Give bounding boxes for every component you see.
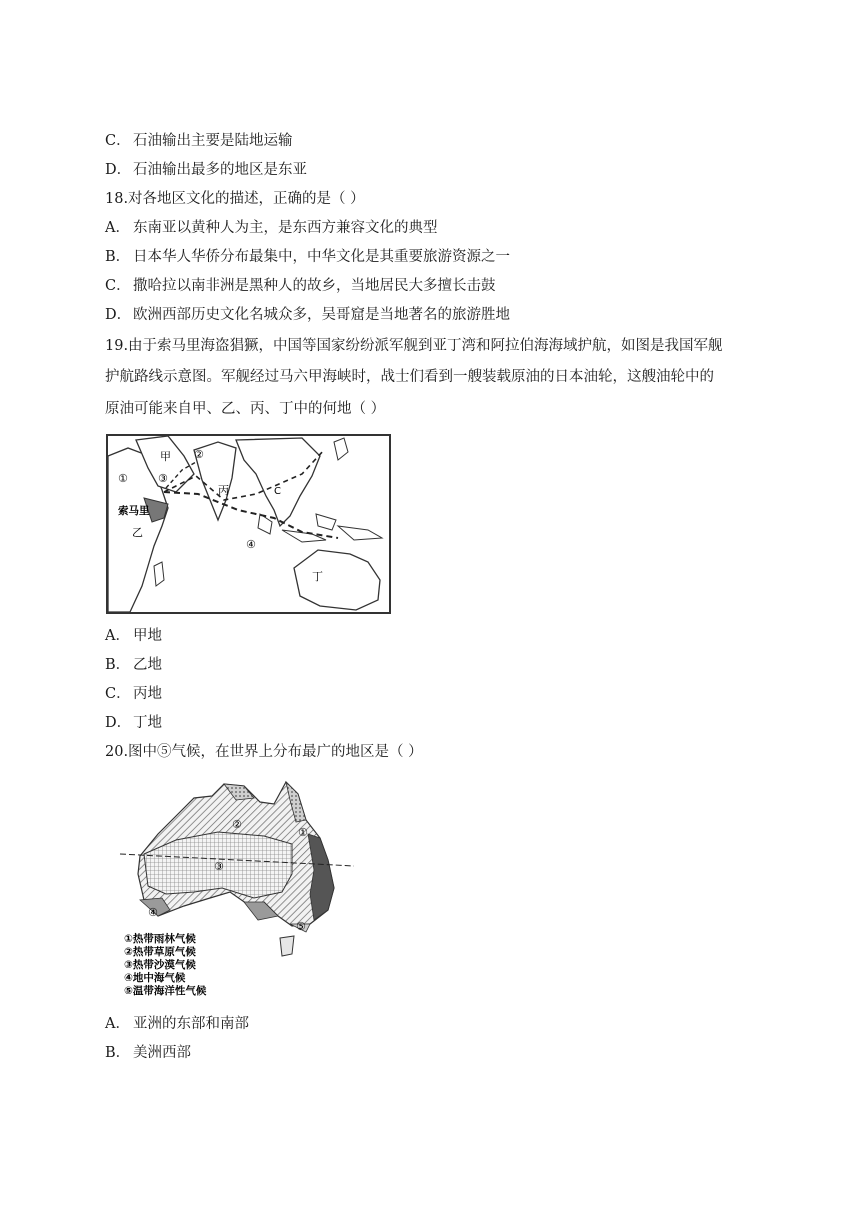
option-letter: D． <box>105 715 132 731</box>
option-text: 撒哈拉以南非洲是黑种人的故乡，当地居民大多擅长击鼓 <box>133 278 496 294</box>
option-text: 石油输出主要是陆地运输 <box>133 133 293 149</box>
legend-item: ③热带沙漠气候 <box>124 959 196 971</box>
q19-option-d <box>105 713 162 733</box>
option-text: 欧洲西部历史文化名城众多，吴哥窟是当地著名的旅游胜地 <box>133 307 510 323</box>
option-letter: C． <box>105 278 131 294</box>
map-number-1: ① <box>298 826 308 839</box>
legend-item: ①热带雨林气候 <box>124 933 196 945</box>
map-number-2: ② <box>232 818 242 831</box>
map-number-5: ⑤ <box>296 920 306 933</box>
australia-climate-map <box>114 774 360 1008</box>
climate-legend <box>124 932 207 997</box>
option-letter: B． <box>105 657 131 673</box>
legend-item: ⑤温带海洋性气候 <box>124 985 207 997</box>
option-text: 乙地 <box>133 657 162 673</box>
q17-option-d <box>105 160 307 180</box>
option-letter: A． <box>105 220 130 236</box>
q20-option-b <box>105 1043 191 1063</box>
map-label-jia: 甲 <box>160 450 171 463</box>
q18-option-a <box>105 218 438 238</box>
q19-stem-line-2: 护航路线示意图。军舰经过马六甲海峡时，战士们看到一艘装载原油的日本油轮，这艘油轮中的 <box>105 369 714 385</box>
map-label-bing: 丙 <box>218 484 229 497</box>
option-letter: A． <box>105 628 130 644</box>
option-text: 石油输出最多的地区是东亚 <box>133 162 307 178</box>
q19-stem-line-3: 原油可能来自甲、乙、丙、丁中的何地（ ） <box>105 401 386 417</box>
option-letter: C． <box>105 686 131 702</box>
map-number-4: ④ <box>148 906 158 919</box>
option-letter: B． <box>105 249 131 265</box>
map-label-ding: 丁 <box>312 570 323 583</box>
option-letter: A． <box>105 1016 130 1032</box>
option-text: 美洲西部 <box>133 1045 191 1061</box>
option-letter: B． <box>105 1045 131 1061</box>
map-number-3: ③ <box>214 860 224 873</box>
option-text: 亚洲的东部和南部 <box>133 1016 249 1032</box>
option-letter: C． <box>105 133 131 149</box>
escort-route-map <box>106 434 392 620</box>
q19-stem-line-1: 19.由于索马里海盗猖獗，中国等国家纷纷派军舰到亚丁湾和阿拉伯海海域护航，如图是我国军舰 <box>105 338 723 354</box>
legend-item: ②热带草原气候 <box>124 946 196 958</box>
option-text: 日本华人华侨分布最集中，中华文化是其重要旅游资源之一 <box>133 249 510 265</box>
option-letter: D． <box>105 162 132 178</box>
q18-option-c <box>105 276 496 296</box>
q17-option-c <box>105 131 293 151</box>
map-label-yi: 乙 <box>132 526 143 539</box>
option-text: 丁地 <box>133 715 162 731</box>
q18-option-b <box>105 247 510 267</box>
q20-stem: 20.图中⑤气候，在世界上分布最广的地区是（ ） <box>105 744 423 760</box>
q19-option-c <box>105 684 162 704</box>
q19-option-b <box>105 655 162 675</box>
option-letter: D． <box>105 307 132 323</box>
map-label-1: ① <box>118 472 128 485</box>
map-label-3: ③ <box>158 472 168 485</box>
map-label-somalia: 索马里 <box>118 505 150 517</box>
option-text: 丙地 <box>133 686 162 702</box>
q19-option-a <box>105 626 162 646</box>
option-text: 东南亚以黄种人为主，是东西方兼容文化的典型 <box>133 220 438 236</box>
q18-option-d <box>105 305 510 325</box>
map-label-4: ④ <box>246 538 256 551</box>
option-text: 甲地 <box>133 628 162 644</box>
legend-item: ④地中海气候 <box>124 972 186 984</box>
q20-option-a <box>105 1014 249 1034</box>
map-label-2: ② <box>194 448 204 461</box>
q18-stem: 18.对各地区文化的描述，正确的是（ ） <box>105 191 365 207</box>
map-label-c: C <box>274 486 281 497</box>
